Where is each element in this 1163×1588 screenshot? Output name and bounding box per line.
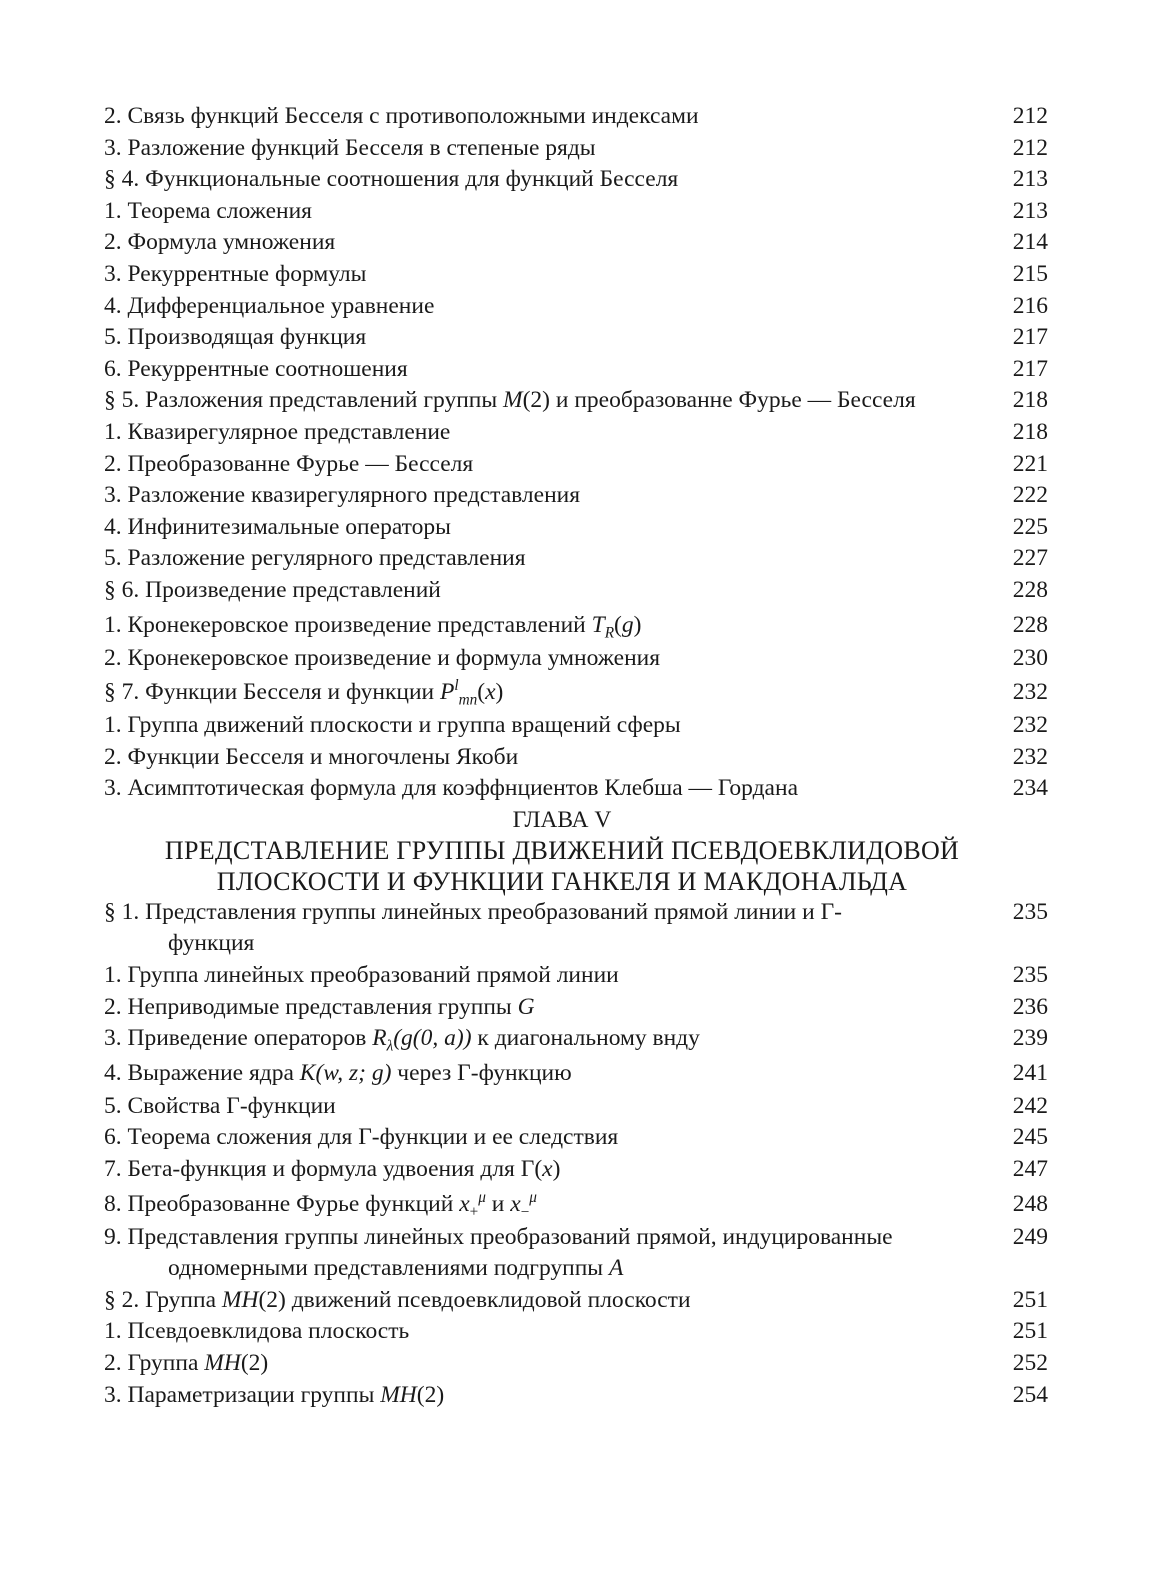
math-symbol: T — [591, 611, 605, 638]
toc-entry-page: 217 — [1012, 324, 1048, 351]
toc-entry — [104, 133, 1048, 165]
toc-entry-title: 2. Функции Бесселя и многочлены Якоби — [104, 743, 519, 770]
title-text: и — [485, 1190, 511, 1217]
toc-entry — [104, 101, 1048, 133]
toc-entry — [104, 742, 1048, 774]
toc-entry-page: 228 — [1012, 611, 1048, 638]
toc-entry-chapter-section-1 — [104, 897, 1048, 960]
entries-before — [104, 101, 1048, 385]
math-symbol: MH — [204, 1350, 241, 1376]
toc-entry-title: 1. Теорема сложения — [104, 197, 312, 224]
toc-entry-title: 2. Связь функций Бесселя с противоположными индексами — [104, 103, 699, 129]
toc-entry — [104, 417, 1048, 449]
toc-entry-title: 2. Кронекеровское произведение и формула умножения — [104, 644, 661, 671]
math-superscript: μ — [478, 1188, 486, 1206]
title-text: 3. Параметризации группы — [104, 1381, 381, 1408]
toc-entry-page: 230 — [1012, 644, 1048, 671]
toc-entry-title — [104, 1023, 978, 1055]
math-subscript: mn — [458, 691, 478, 709]
toc-entry-title — [104, 1154, 978, 1186]
toc-entry — [104, 1122, 1048, 1154]
toc-entry-title: 3. Асимптотическая формула для коэффнциентов Клебша — Гордана — [104, 775, 798, 802]
toc-entry — [104, 291, 1048, 323]
toc-entry-section-5 — [104, 385, 1048, 417]
toc-entry-title: 1. Квазирегулярное представление — [104, 418, 451, 445]
toc-entry — [104, 1222, 1048, 1285]
toc-entry-title: 5. Производящая функция — [104, 324, 367, 351]
title-text: 7. Бета-функция и формула удвоения для Г( — [104, 1156, 543, 1183]
toc-entry-title: 1. Псевдоевклидова плоскость — [104, 1318, 410, 1345]
toc-entry-title: 6. Рекуррентные соотношения — [104, 355, 408, 382]
title-text: ) — [552, 1156, 561, 1183]
toc-entry — [104, 1186, 1048, 1222]
title-text: (2) и преобразованне Фурье — Бесселя — [522, 387, 916, 414]
toc-entry-page: 235 — [1012, 962, 1048, 989]
math-paren: ( — [477, 679, 486, 706]
toc-entry-title: 2. Преобразованне Фурье — Бесселя — [104, 450, 474, 477]
toc-entry-page: 216 — [1012, 292, 1048, 319]
toc-entry-title: 3. Рекуррентные формулы — [104, 260, 367, 287]
toc-entry-page: 247 — [1012, 1156, 1048, 1183]
title-text: § 5. Разложения представлений группы — [104, 387, 504, 414]
math-symbol: R — [372, 1025, 387, 1052]
title-text: 1. Кронекеровское произведение представлений — [104, 611, 592, 638]
math-symbol: MH — [380, 1381, 417, 1408]
toc-entry-title: § 1. Представления группы линейных преобразований прямой линии и Г-функция — [104, 898, 842, 957]
math-subscript: R — [604, 624, 615, 642]
title-text: 2. Группа — [104, 1350, 205, 1376]
math-symbol: x — [459, 1190, 470, 1217]
toc-entry-title: 2. Формула умножения — [104, 229, 336, 256]
toc-entry-page: 234 — [1012, 775, 1048, 802]
toc-entry — [104, 960, 1048, 992]
toc-entry-page: 254 — [1012, 1381, 1048, 1408]
toc-entry-page: 218 — [1012, 387, 1048, 414]
title-text: 3. Приведение операторов — [104, 1025, 373, 1052]
toc-entry-page: 221 — [1012, 450, 1048, 477]
toc-entry — [104, 543, 1048, 575]
toc-entry — [104, 164, 1048, 196]
math-superscript: μ — [529, 1188, 537, 1206]
toc-entry — [104, 1285, 1048, 1317]
toc-entry — [104, 1348, 1048, 1380]
toc-entry-title: 6. Теорема сложения для Г-функции и ее следствия — [104, 1124, 619, 1151]
toc-entry — [104, 710, 1048, 742]
toc-entry — [104, 1316, 1048, 1348]
toc-entry — [104, 1055, 1048, 1091]
toc-entry-page: 242 — [1012, 1092, 1048, 1119]
toc-entry — [104, 354, 1048, 386]
toc-entry-page: 232 — [1012, 743, 1048, 770]
toc-entry-page: 235 — [1012, 898, 1048, 925]
toc-entry-title: 5. Разложение регулярного представления — [104, 545, 526, 572]
math-symbol: G — [517, 993, 535, 1020]
math-symbol: x — [510, 1190, 521, 1217]
toc-entry-kronecker — [104, 607, 1048, 643]
title-text: § 7. Функции Бесселя и функции — [104, 679, 440, 706]
toc-entry-title: § 6. Произведение представлений — [104, 576, 441, 603]
toc-entry — [104, 259, 1048, 291]
toc-entry — [104, 227, 1048, 259]
toc-entry-page: 227 — [1012, 545, 1048, 572]
toc-entry-page: 212 — [1012, 103, 1048, 129]
toc-entry-title — [104, 385, 978, 417]
toc-entry-page: 251 — [1012, 1318, 1048, 1345]
toc-entry-title — [104, 1380, 978, 1412]
math-arg: g — [621, 611, 634, 638]
toc-entry-page: 213 — [1012, 197, 1048, 224]
toc-entry-title: 4. Дифференциальное уравнение — [104, 292, 435, 319]
toc-entry — [104, 992, 1048, 1024]
math-symbol: K — [299, 1059, 316, 1086]
math-symbol: MH — [221, 1286, 259, 1313]
toc-entry-page: 217 — [1012, 355, 1048, 382]
math-subscript: − — [520, 1203, 530, 1221]
toc-entry-page: 228 — [1012, 576, 1048, 603]
chapter-label: ГЛАВА V — [512, 806, 612, 833]
math-symbol: P — [439, 679, 455, 706]
toc-entry-title: 1. Группа линейных преобразований прямой линии — [104, 962, 619, 989]
toc-entry — [104, 512, 1048, 544]
toc-entry-page: 245 — [1012, 1124, 1048, 1151]
toc-entry — [104, 773, 1048, 805]
toc-entry-page: 251 — [1012, 1286, 1048, 1313]
title-text: § 2. Группа — [104, 1286, 222, 1313]
toc-entry-page: 215 — [1012, 260, 1048, 287]
toc-entry-title: 5. Свойства Г-функции — [104, 1092, 336, 1119]
chapter-title-line-2: ПЛОСКОСТИ И ФУНКЦИИ ГАНКЕЛЯ И МАКДОНАЛЬДА — [216, 866, 908, 896]
toc-entry-page: 249 — [1012, 1223, 1048, 1250]
toc-entry-title: 3. Разложение квазирегулярного представления — [104, 482, 581, 509]
toc-entry — [104, 196, 1048, 228]
toc-entry-page: 214 — [1012, 229, 1048, 256]
title-text: 2. Неприводимые представления группы — [104, 993, 518, 1020]
toc-entry-page: 212 — [1012, 134, 1048, 161]
title-text: (2) движений псевдоевклидовой плоскости — [258, 1286, 691, 1313]
math-paren: ( — [614, 611, 622, 638]
toc-entry-title — [104, 992, 978, 1024]
title-text: 9. Представления группы линейных преобразований прямой, индуцированные одномерными представлениями подгруппы — [104, 1223, 893, 1282]
toc-entry-page: 239 — [1012, 1025, 1048, 1052]
toc-entry-page: 222 — [1012, 482, 1048, 509]
toc-entry — [104, 575, 1048, 607]
toc-entry — [104, 1023, 1048, 1055]
toc-entry-page: 236 — [1012, 993, 1048, 1020]
toc-entry-page: 232 — [1012, 679, 1048, 706]
entries-mid-2 — [104, 710, 1048, 805]
toc-entry-title — [104, 1285, 978, 1317]
math-paren: ) — [495, 679, 504, 706]
toc-entry-title: § 4. Функциональные соотношения для функций Бесселя — [104, 166, 679, 193]
chapter-title-line-1: ПРЕДСТАВЛЕНИЕ ГРУППЫ ДВИЖЕНИЙ ПСЕВДОЕВКЛИДОВОЙ — [164, 835, 960, 865]
toc-entry-title: 1. Группа движений плоскости и группа вращений сферы — [104, 712, 681, 739]
math-subscript: + — [469, 1203, 479, 1221]
math-symbol: A — [608, 1255, 624, 1282]
toc-entry-page: 213 — [1012, 166, 1048, 193]
toc-entry-section-7 — [104, 674, 1048, 710]
math-arg: (g(0, a)) — [393, 1025, 472, 1052]
toc-entry-title — [104, 607, 978, 643]
math-arg: x — [485, 679, 496, 706]
entries-mid-1 — [104, 417, 1048, 607]
title-text: 8. Преобразованне Фурье функций — [104, 1190, 460, 1217]
toc-entry — [104, 449, 1048, 481]
toc-entry-title: 3. Разложение функций Бесселя в степеные ряды — [104, 134, 596, 161]
math-subscript: λ — [386, 1037, 394, 1055]
toc-entry-title: 4. Инфинитезимальные операторы — [104, 513, 451, 540]
title-text: (2) — [240, 1350, 269, 1376]
toc-entry — [104, 1154, 1048, 1186]
toc-entry — [104, 322, 1048, 354]
math-arg: (w, z; g) — [315, 1059, 392, 1086]
table-of-contents — [104, 101, 1048, 1411]
title-text: 4. Выражение ядра — [104, 1059, 300, 1086]
toc-entry-page: 241 — [1012, 1059, 1048, 1086]
toc-entry-title — [104, 1186, 978, 1222]
toc-entry-title — [104, 1222, 978, 1285]
toc-entry-page: 232 — [1012, 712, 1048, 739]
toc-entry — [104, 643, 1048, 675]
math-superscript: l — [454, 677, 459, 695]
toc-entry — [104, 480, 1048, 512]
toc-entry-title — [104, 1055, 978, 1091]
title-text: к диагональному внду — [471, 1025, 700, 1052]
toc-entry-title — [104, 674, 978, 710]
toc-entry-page: 225 — [1012, 513, 1048, 540]
math-paren: ) — [633, 611, 642, 638]
title-text: через Г-функцию — [391, 1059, 572, 1086]
toc-entry-title — [104, 1348, 978, 1380]
toc-entry-page: 248 — [1012, 1190, 1048, 1217]
toc-entry-page: 252 — [1012, 1350, 1048, 1376]
math-symbol: M — [503, 387, 523, 414]
math-symbol: x — [542, 1156, 553, 1183]
title-text: (2) — [416, 1381, 445, 1408]
toc-entry-page: 218 — [1012, 418, 1048, 445]
toc-entry — [104, 1091, 1048, 1123]
toc-entry — [104, 1380, 1048, 1412]
